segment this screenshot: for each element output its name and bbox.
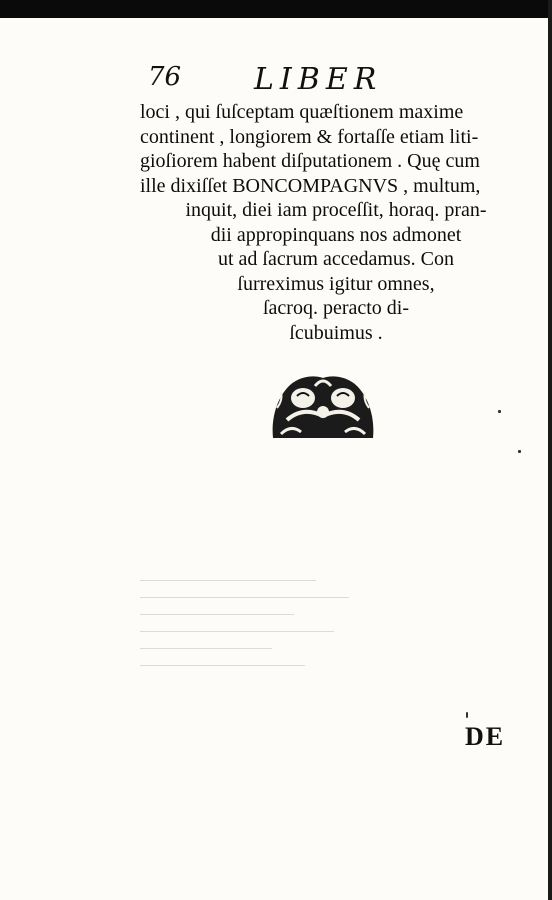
text-line: ut ad ſacrum accedamus. Con <box>217 248 455 270</box>
tailpiece-ornament <box>267 368 379 446</box>
page-number: 76 <box>148 62 182 92</box>
text-line: continent , longiorem & fortaſſe etiam liti- <box>140 125 479 148</box>
ink-speck <box>518 450 521 453</box>
text-line: dii appropinquans nos admonet <box>210 223 462 246</box>
ink-speck <box>466 712 468 718</box>
text-line: ille dixiſſet BONCOMPAGNVS , multum, <box>140 174 481 197</box>
text-line: ſacroq. peracto di- <box>262 297 410 319</box>
ink-speck <box>498 410 501 413</box>
text-line: gioſiorem habent diſputationem . Quę cum <box>140 150 480 172</box>
text-line: loci , qui ſuſceptam quæſtionem maxime <box>140 101 464 123</box>
scan-border-right <box>548 0 552 900</box>
running-head: LIBER <box>254 62 383 97</box>
text-line: ſcubuimus . <box>289 321 383 344</box>
bleed-through <box>140 580 360 700</box>
page-header <box>140 62 440 102</box>
body-text <box>140 100 532 345</box>
catchword: DE <box>465 722 506 751</box>
text-line: ſurreximus igitur omnes, <box>237 272 435 295</box>
scan-border-top <box>0 0 552 18</box>
text-line: inquit, diei iam proceſſit, horaq. pran- <box>185 199 487 221</box>
